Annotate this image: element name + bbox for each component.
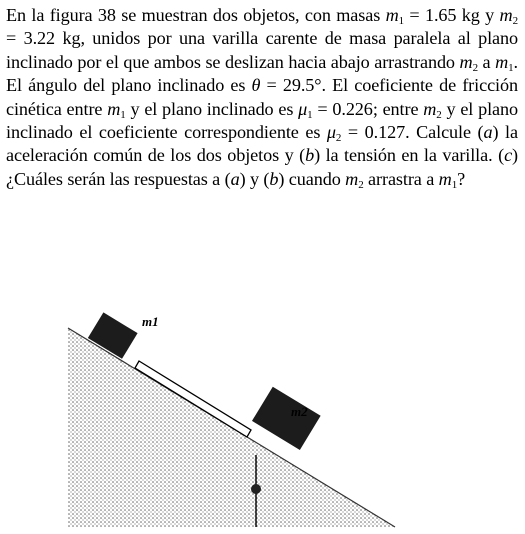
problem-statement: En la figura 38 se muestran dos objetos, con masas $m_1 = 1.65$ kg y $m_2 = 3.22$ kg, unidos por una varilla carente de masa paralela al plano inclinado por el que ambos se deslizan hacia abajo arrastrando $m_2$ a $m_1$. El ángulo del plano inclinado es θ = 29.5°. El coeficiente de fricción cinética entre $m_1$ y el plano inclinado es $\mu_1 = 0.226$; entre $m_2$ y el plano inclinado el coeficiente correspondiente es $\mu_2 = 0.127$. Calcule (a) la aceleración común de los dos objetos y (b) la tensión en la varilla. (c) ¿Cuáles serán las respuestas a (a) y (b) cuando $m_2$ arrastra a $m_1$? <box>6 5 519 191</box>
block-m2 <box>252 387 321 450</box>
incline-figure <box>60 305 400 530</box>
m1-value: 1.65 kg <box>424 5 480 25</box>
theta-value: 29.5° <box>282 75 322 96</box>
label-m1: m1 <box>142 314 159 329</box>
mu2-value: 0.127 <box>364 122 406 143</box>
angle-marker-dot <box>251 484 261 494</box>
m2-value: 3.22 kg <box>23 28 81 49</box>
mu1-value: 0.226 <box>332 98 373 119</box>
label-m2: m2 <box>291 404 308 419</box>
